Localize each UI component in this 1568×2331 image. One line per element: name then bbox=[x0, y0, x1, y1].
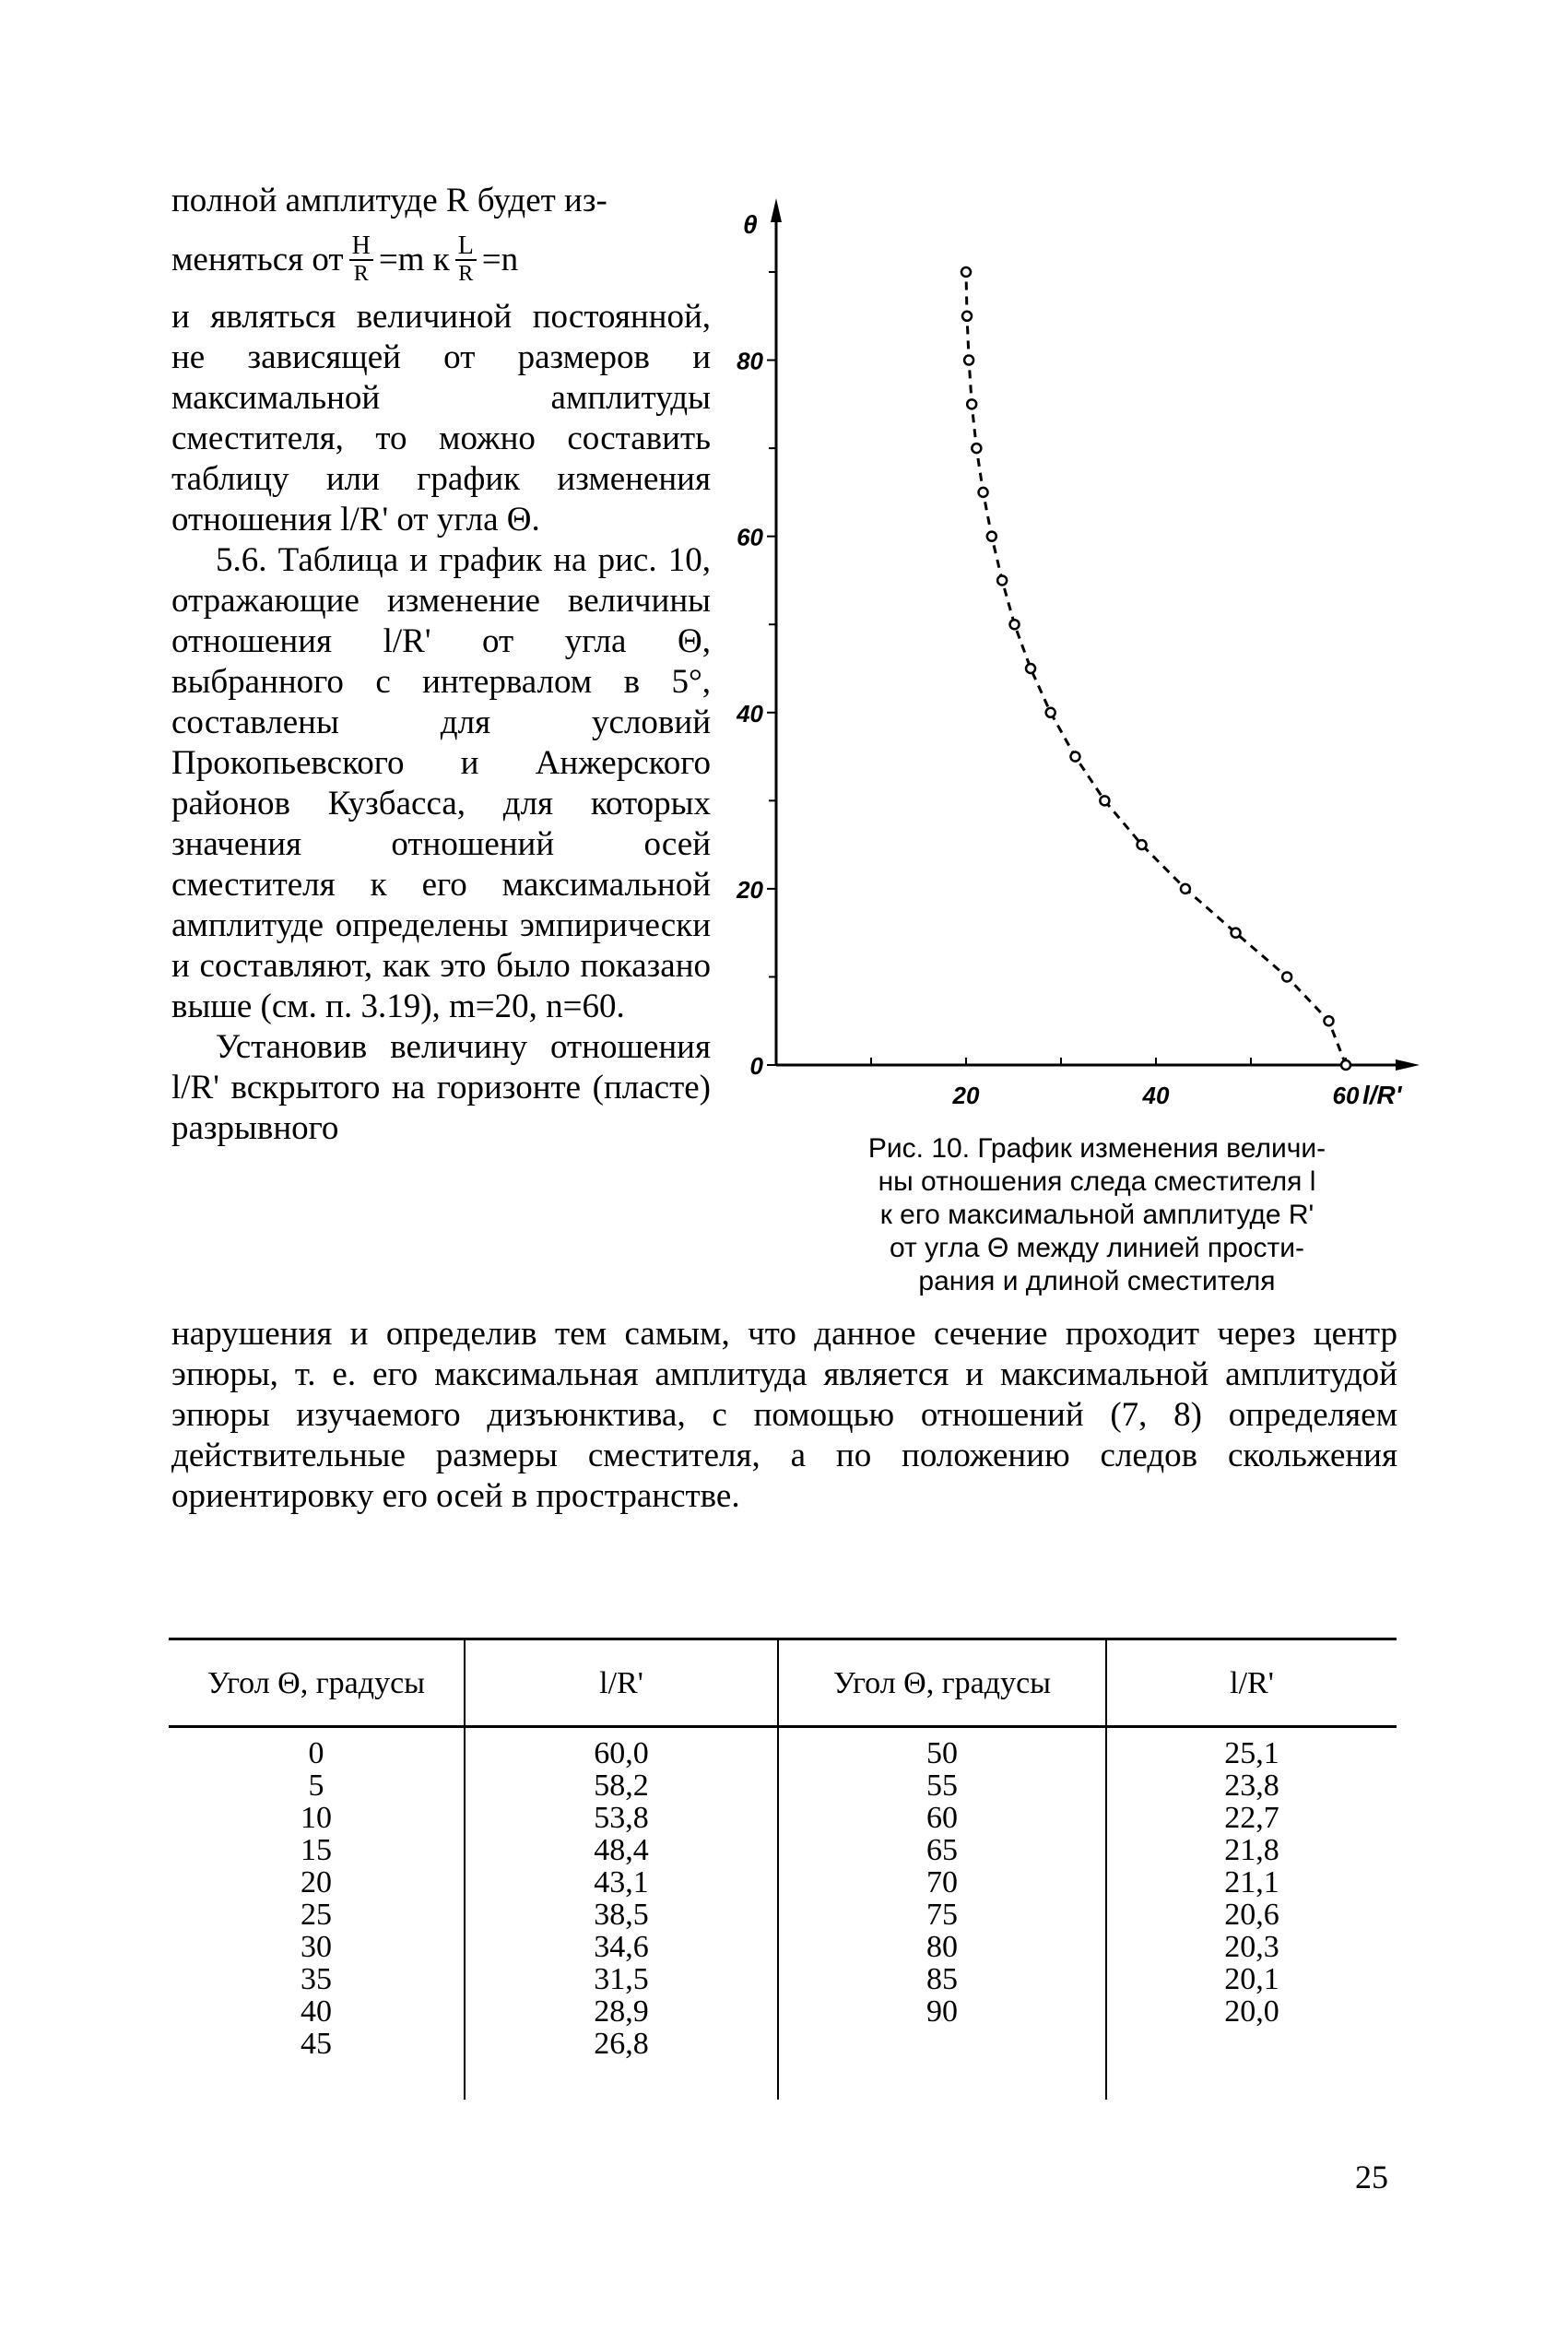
data-point bbox=[964, 356, 973, 365]
table-cell: 0 bbox=[308, 1736, 324, 1770]
table-cell: 21,8 bbox=[1224, 1833, 1279, 1867]
table-cell: 23,8 bbox=[1224, 1769, 1279, 1803]
table-cell: 20 bbox=[301, 1865, 332, 1899]
table-cell: 35 bbox=[301, 1962, 332, 1996]
fraction-h-over-r bbox=[349, 233, 373, 287]
data-point bbox=[987, 532, 996, 541]
caption-line: к его максимальной амплитуде R' bbox=[879, 1200, 1315, 1230]
data-point bbox=[967, 399, 976, 408]
table-cell: 34,6 bbox=[594, 1930, 649, 1964]
table-cell: 5 bbox=[308, 1769, 324, 1803]
table-cell: 25 bbox=[301, 1898, 332, 1932]
fraction-l-over-r bbox=[455, 233, 477, 287]
table-cell: 10 bbox=[301, 1801, 332, 1835]
figure-caption bbox=[756, 1132, 1438, 1298]
header-angle-1: Угол Θ, градусы bbox=[169, 1639, 465, 1727]
data-point bbox=[1341, 1060, 1350, 1070]
table-cell: 30 bbox=[301, 1930, 332, 1964]
paragraph-line: полной амплитуде R будет из- bbox=[171, 182, 607, 219]
full-width-text bbox=[171, 1314, 1397, 1517]
left-text-column bbox=[171, 181, 711, 1149]
data-point bbox=[979, 488, 988, 497]
chart-theta-vs-lr bbox=[719, 189, 1456, 1111]
table-cell: 55 bbox=[926, 1769, 958, 1803]
table-cell: 58,2 bbox=[594, 1769, 649, 1803]
data-point bbox=[1046, 708, 1055, 717]
y-axis-label: θ bbox=[743, 210, 758, 239]
table-cell: 60 bbox=[926, 1801, 958, 1835]
series-line bbox=[966, 272, 1346, 1065]
table-cell: 20,3 bbox=[1224, 1930, 1279, 1964]
y-tick-label: 80 bbox=[737, 347, 763, 375]
data-point bbox=[1232, 929, 1241, 938]
table-cell: 25,1 bbox=[1224, 1736, 1279, 1770]
table-cell: 15 bbox=[301, 1833, 332, 1867]
formula-equals-m: =m к bbox=[378, 241, 450, 278]
col-lr-1 bbox=[465, 1727, 778, 2100]
table-header-row bbox=[169, 1639, 1397, 1727]
y-axis-arrow-icon bbox=[771, 198, 782, 222]
table-cell: 90 bbox=[926, 1994, 958, 2029]
paragraph: 5.6. Таблица и график на рис. 10, отражающие изменение величины отношения l/R' от угла Θ, выбранного с интервалом в 5°, составлены для условий Прокопьевского и Анжерского районов Кузбасса, для которых значения отношений осей сместителя к его максимальной амплитуде определены эмпирически и составляют, как это было показано выше (см. п. 3.19), m=20, n=60. bbox=[171, 541, 711, 1025]
col-angle-2 bbox=[778, 1727, 1106, 2100]
data-point bbox=[972, 444, 981, 453]
table-cell: 85 bbox=[926, 1962, 958, 1996]
paragraph: Установив величину отношения l/R' вскрытого на горизонте (пласте) разрывного bbox=[171, 1028, 711, 1147]
table-cell: 22,7 bbox=[1224, 1801, 1279, 1835]
table-cell: 70 bbox=[926, 1865, 958, 1899]
header-lr-2: l/R' bbox=[1106, 1639, 1397, 1727]
data-point bbox=[1324, 1016, 1333, 1025]
data-point bbox=[1138, 840, 1147, 849]
caption-line: Рис. 10. График изменения величи- bbox=[867, 1133, 1326, 1164]
data-point bbox=[1026, 664, 1035, 673]
x-tick-label: 60 bbox=[1332, 1082, 1360, 1109]
table-cell: 80 bbox=[926, 1930, 958, 1964]
col-lr-2 bbox=[1106, 1727, 1397, 2100]
formula bbox=[171, 231, 711, 290]
formula-equals-n: =n bbox=[481, 241, 519, 278]
data-point bbox=[1010, 620, 1020, 629]
table-cell: 20,0 bbox=[1224, 1994, 1279, 2029]
y-tick-label: 0 bbox=[749, 1052, 763, 1080]
formula-prefix: меняться от bbox=[171, 241, 344, 278]
table-cell: 26,8 bbox=[594, 2027, 649, 2061]
table-row bbox=[169, 1727, 1397, 2100]
x-tick-label: 20 bbox=[952, 1082, 980, 1109]
caption-line: ны отношения следа сместителя l bbox=[878, 1166, 1316, 1197]
table-cell: 20,1 bbox=[1224, 1962, 1279, 1996]
table-cell: 38,5 bbox=[594, 1898, 649, 1932]
fraction-numerator: L bbox=[455, 233, 477, 261]
caption-line: рания и длиной сместителя bbox=[918, 1266, 1276, 1296]
header-lr-1: l/R' bbox=[465, 1639, 778, 1727]
y-tick-label: 60 bbox=[737, 523, 763, 551]
table-cell: 20,6 bbox=[1224, 1898, 1279, 1932]
data-point bbox=[997, 575, 1007, 585]
table-cell: 48,4 bbox=[594, 1833, 649, 1867]
x-axis-label: l/R' bbox=[1362, 1081, 1402, 1109]
page-number: 25 bbox=[1355, 2159, 1388, 2195]
table-cell: 28,9 bbox=[594, 1994, 649, 2029]
header-angle-2: Угол Θ, градусы bbox=[778, 1639, 1106, 1727]
table-cell: 40 bbox=[301, 1994, 332, 2029]
x-axis-arrow-icon bbox=[1396, 1059, 1420, 1071]
data-table bbox=[169, 1638, 1397, 2100]
y-tick-label: 20 bbox=[737, 875, 763, 904]
caption-line: от угла Θ между линией прости- bbox=[890, 1233, 1304, 1263]
data-point bbox=[1070, 752, 1079, 762]
table-cell: 45 bbox=[301, 2027, 332, 2061]
table-cell: 75 bbox=[926, 1898, 958, 1932]
data-point bbox=[961, 267, 971, 277]
data-point bbox=[1100, 796, 1109, 805]
y-tick-label: 40 bbox=[737, 699, 763, 728]
data-point bbox=[962, 312, 972, 321]
data-point bbox=[1282, 972, 1291, 981]
fraction-denominator: R bbox=[353, 262, 369, 286]
table-cell: 50 bbox=[926, 1736, 958, 1770]
fraction-numerator: H bbox=[349, 233, 373, 261]
table-cell: 21,1 bbox=[1224, 1865, 1279, 1899]
x-tick-label: 40 bbox=[1142, 1082, 1170, 1109]
table-cell: 43,1 bbox=[594, 1865, 649, 1899]
table-cell: 60,0 bbox=[594, 1736, 649, 1770]
table-cell: 53,8 bbox=[594, 1801, 649, 1835]
paragraph: нарушения и определив тем самым, что данное сечение проходит через центр эпюры, т. е. его максимальная амплитуда является и максимальной амплитудой эпюры изучаемого дизъюнктива, с помощью отношений (7, 8) определяем действительные размеры сместителя, а по положению следов скольжения ориентировку его осей в пространстве. bbox=[171, 1315, 1397, 1515]
data-point bbox=[1181, 884, 1190, 893]
col-angle-1 bbox=[169, 1727, 465, 2100]
table-cell: 31,5 bbox=[594, 1962, 649, 1996]
fraction-denominator: R bbox=[458, 262, 474, 286]
paragraph: и являться величиной постоянной, не зависящей от размеров и максимальной амплитуды сместителя, то можно составить таблицу или график изменения отношения l/R' от угла Θ. bbox=[171, 298, 711, 538]
table-cell: 65 bbox=[926, 1833, 958, 1867]
